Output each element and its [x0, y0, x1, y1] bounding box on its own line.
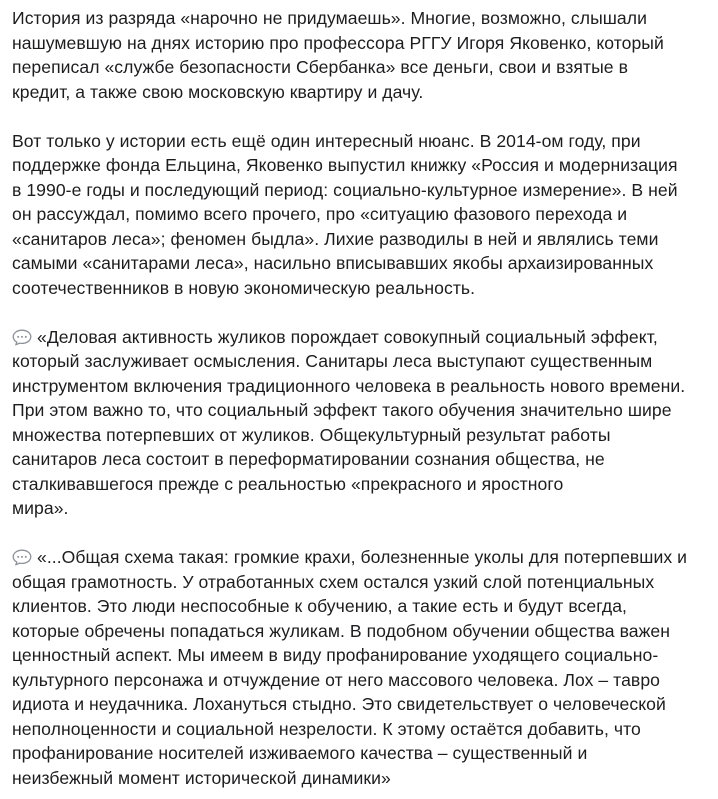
quote-block-2	[12, 545, 716, 790]
text-line: переписал «службе безопасности Сбербанка» все деньги, свои и взятые в	[12, 57, 628, 77]
quote-text: «Деловая активность жуликов порождает совокупный социальный эффект,	[37, 326, 658, 347]
text-line: сталкивавшегося прежде с реальностью «прекрасного и яростного	[12, 473, 564, 494]
text-line: санитаров леса состоит в переформатировании сознания общества, не	[12, 449, 605, 469]
text-line: кредит, а также свою московскую квартиру и дачу.	[12, 81, 424, 102]
text-line: нашумевшую на днях историю про профессора РГГУ Игоря Яковенко, который	[12, 32, 664, 53]
text-line: мира».	[12, 498, 69, 518]
text-line: инструментом включения традиционного человека в реальность нового времени.	[12, 375, 686, 396]
text-line: которые обречены попадаться жуликам. В подобном обучении общества важен	[12, 620, 671, 641]
text-line: в 1990-е годы и последующий период: социально-культурное измерение». В ней	[12, 179, 678, 200]
text-line: «санитаров леса»; феномен быдла». Лихие разводилы в ней и являлись теми	[12, 228, 659, 249]
text-line: он рассуждал, помимо всего прочего, про «ситуацию фазового перехода и	[12, 204, 628, 224]
text-line: неполноценности и социальной незрелости. К этому остаётся добавить, что	[12, 718, 641, 739]
text-line: Вот только у истории есть ещё один интересный нюанс. В 2014-ом году, при	[12, 130, 641, 151]
quote-block-1	[12, 325, 716, 521]
text-line: История из разряда «нарочно не придумаешь». Многие, возможно, слышали	[12, 8, 647, 28]
paragraph-intro	[12, 6, 716, 104]
text-line: культурного персонажа и отчуждение от него массового человека. Лох – тавро	[12, 669, 660, 690]
text-line: идиота и неудачника. Лохануться стыдно. Это свидетельствует о человеческой	[12, 694, 666, 714]
text-line: самыми «санитарами леса», насильно вписывавших якобы архаизированных	[12, 253, 654, 273]
speech-bubble-icon	[12, 329, 32, 346]
text-line: общая грамотность. У отработанных схем остался узкий слой потенциальных	[12, 571, 655, 592]
paragraph-context	[12, 129, 716, 301]
text-line: клиентов. Это люди неспособные к обучению, а такие есть и будут всегда,	[12, 596, 627, 616]
text-line	[12, 325, 716, 350]
post-body	[12, 6, 716, 790]
text-line: поддержке фонда Ельцина, Яковенко выпустил книжку «Россия и модернизация	[12, 155, 678, 175]
text-line: множества потерпевших от жуликов. Общекультурный результат работы	[12, 424, 611, 445]
text-line: При этом важно то, что социальный эффект такого обучения значительно шире	[12, 400, 672, 420]
text-line	[12, 545, 716, 570]
text-line: который заслуживает осмысления. Санитары леса выступают существенным	[12, 351, 653, 371]
text-line: неизбежный момент исторической динамики»	[12, 767, 391, 788]
text-line: ценностный аспект. Мы имеем в виду профанирование уходящего социально-	[12, 645, 659, 665]
text-line: соотечественников в новую экономическую реальность.	[12, 277, 476, 298]
quote-text: «...Общая схема такая: громкие крахи, болезненные уколы для потерпевших и	[37, 547, 688, 567]
text-line: профанирование носителей изживаемого качества – существенный и	[12, 743, 588, 763]
speech-bubble-icon	[12, 549, 32, 566]
